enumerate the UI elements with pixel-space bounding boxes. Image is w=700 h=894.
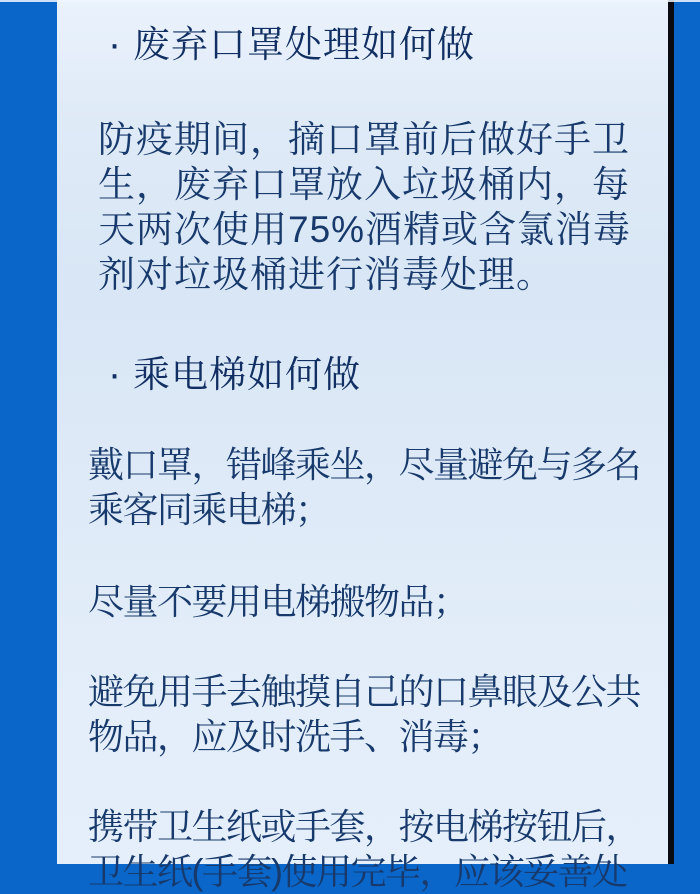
paragraph-elevator-tissue [88, 804, 640, 894]
text-line: 避免用手去触摸自己的口鼻眼及公共 [88, 671, 641, 712]
left-blue-border [0, 0, 58, 864]
section-heading-text: 废弃口罩处理如何做 [133, 24, 475, 65]
paragraph-mask-disposal [98, 117, 631, 297]
section-heading-elevator [97, 352, 361, 397]
article-content [57, 0, 669, 892]
top-edge-highlight [0, 0, 700, 2]
text-line: 尽量不要用电梯搬物品； [88, 581, 468, 622]
text-line: 剂对垃圾桶进行消毒处理。 [98, 254, 554, 295]
text-line: 携带卫生纸或手套，按电梯按钮后， [88, 806, 641, 847]
text-line: 生，废弃口罩放入垃圾桶内，每 [98, 164, 630, 205]
right-blue-border [674, 0, 700, 864]
section-heading-text: 乘电梯如何做 [133, 354, 361, 395]
text-line: 卫生纸(手套)使用完毕，应该妥善处 [88, 851, 627, 892]
bullet-icon: · [107, 22, 123, 66]
section-heading-mask-disposal [97, 22, 475, 67]
text-line: 天两次使用75%酒精或含氯消毒 [98, 209, 632, 250]
text-line: 防疫期间，摘口罩前后做好手卫 [98, 119, 630, 160]
paragraph-elevator-no-goods [88, 579, 468, 624]
bullet-icon: · [107, 352, 123, 396]
paragraph-elevator-no-touch [88, 669, 640, 759]
text-line: 乘客同乘电梯； [88, 489, 330, 530]
paragraph-elevator-mask [88, 442, 640, 532]
text-line: 戴口罩，错峰乘坐，尽量避免与多名 [88, 444, 641, 485]
text-line: 物品，应及时洗手、消毒； [88, 716, 503, 757]
